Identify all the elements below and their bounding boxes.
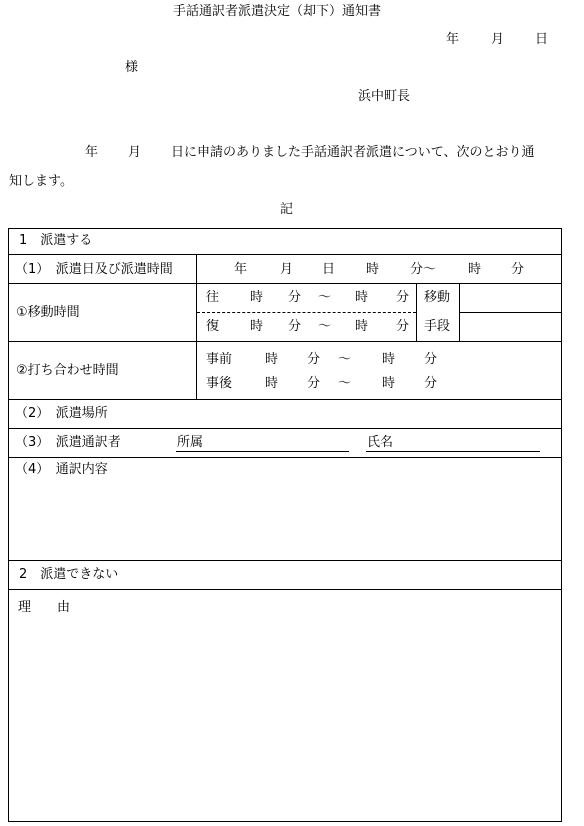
section2-heading: 2 派遣できない [19,567,119,582]
outbound-min-end: 分 [396,290,410,305]
section1-heading: 1 派遣する [19,233,93,248]
issuer: 浜中町長 [358,89,411,104]
table-rule [8,341,562,342]
dispatch-place-label: （2） 派遣場所 [15,406,108,421]
dispatch-day: 日 [322,262,336,277]
date-month: 月 [491,32,505,47]
dispatch-min-end: 分 [511,262,525,277]
before-tilde: ～ [338,352,352,367]
meeting-time-label: ②打ち合わせ時間 [16,363,119,378]
return-hour-end: 時 [355,319,369,334]
table-rule [8,283,562,284]
addressee-suffix: 様 [125,60,139,75]
body-year: 年 [85,145,99,160]
table-rule [8,457,562,458]
return-min: 分 [288,319,302,334]
date-year: 年 [446,32,460,47]
name-label: 氏名 [367,435,394,450]
table-rule [8,560,562,561]
return-min-end: 分 [396,319,410,334]
dispatch-min-start: 分～ [410,262,437,277]
outbound-min: 分 [288,290,302,305]
outbound-hour: 時 [250,290,264,305]
affiliation-label: 所属 [177,435,204,450]
table-rule [8,228,562,229]
table-left-border [8,228,9,822]
table-rule [8,399,562,400]
outbound-hour-end: 時 [355,290,369,305]
outbound-tilde: ～ [318,290,332,305]
ki-mark: 記 [280,202,294,217]
after-min-end: 分 [424,376,438,391]
document-title: 手話通訳者派遣決定（却下）通知書 [173,4,382,19]
move-label: 移動 [424,290,451,305]
outbound-label: 往 [206,290,220,305]
table-right-border [561,228,562,822]
reason-label: 理 由 [18,600,71,615]
table-rule [8,821,562,822]
body-text-line2: 知します。 [9,174,73,189]
table-rule [8,428,562,429]
means-label: 手段 [424,319,451,334]
body-text-line1: 日に申請のありました手話通訳者派遣について、次のとおり通 [171,145,535,160]
name-underline [366,451,540,452]
body-month: 月 [128,145,142,160]
affiliation-underline [176,451,349,452]
interpreter-label: （3） 派遣通訳者 [15,435,121,450]
after-tilde: ～ [338,376,352,391]
after-label: 事後 [206,376,233,391]
after-hour: 時 [265,376,279,391]
dispatch-hour-end: 時 [468,262,482,277]
before-hour: 時 [265,352,279,367]
return-hour: 時 [250,319,264,334]
dispatch-hour-start: 時 [366,262,380,277]
before-label: 事前 [206,352,233,367]
return-label: 復 [206,319,220,334]
before-min-end: 分 [424,352,438,367]
travel-dashed-divider [197,312,416,313]
dispatch-year: 年 [234,262,248,277]
dispatch-datetime-label: （1） 派遣日及び派遣時間 [15,262,173,277]
date-day: 日 [535,32,549,47]
dispatch-month: 月 [280,262,294,277]
interpretation-content-label: （4） 通訳内容 [15,462,108,477]
table-rule [8,254,562,255]
before-min: 分 [307,352,321,367]
means-divider [459,312,561,313]
table-rule [8,589,562,590]
table-col-divider [196,254,197,399]
after-min: 分 [307,376,321,391]
before-hour-end: 時 [382,352,396,367]
joint [416,312,417,313]
return-tilde: ～ [318,319,332,334]
after-hour-end: 時 [382,376,396,391]
travel-time-label: ①移動時間 [16,305,80,320]
